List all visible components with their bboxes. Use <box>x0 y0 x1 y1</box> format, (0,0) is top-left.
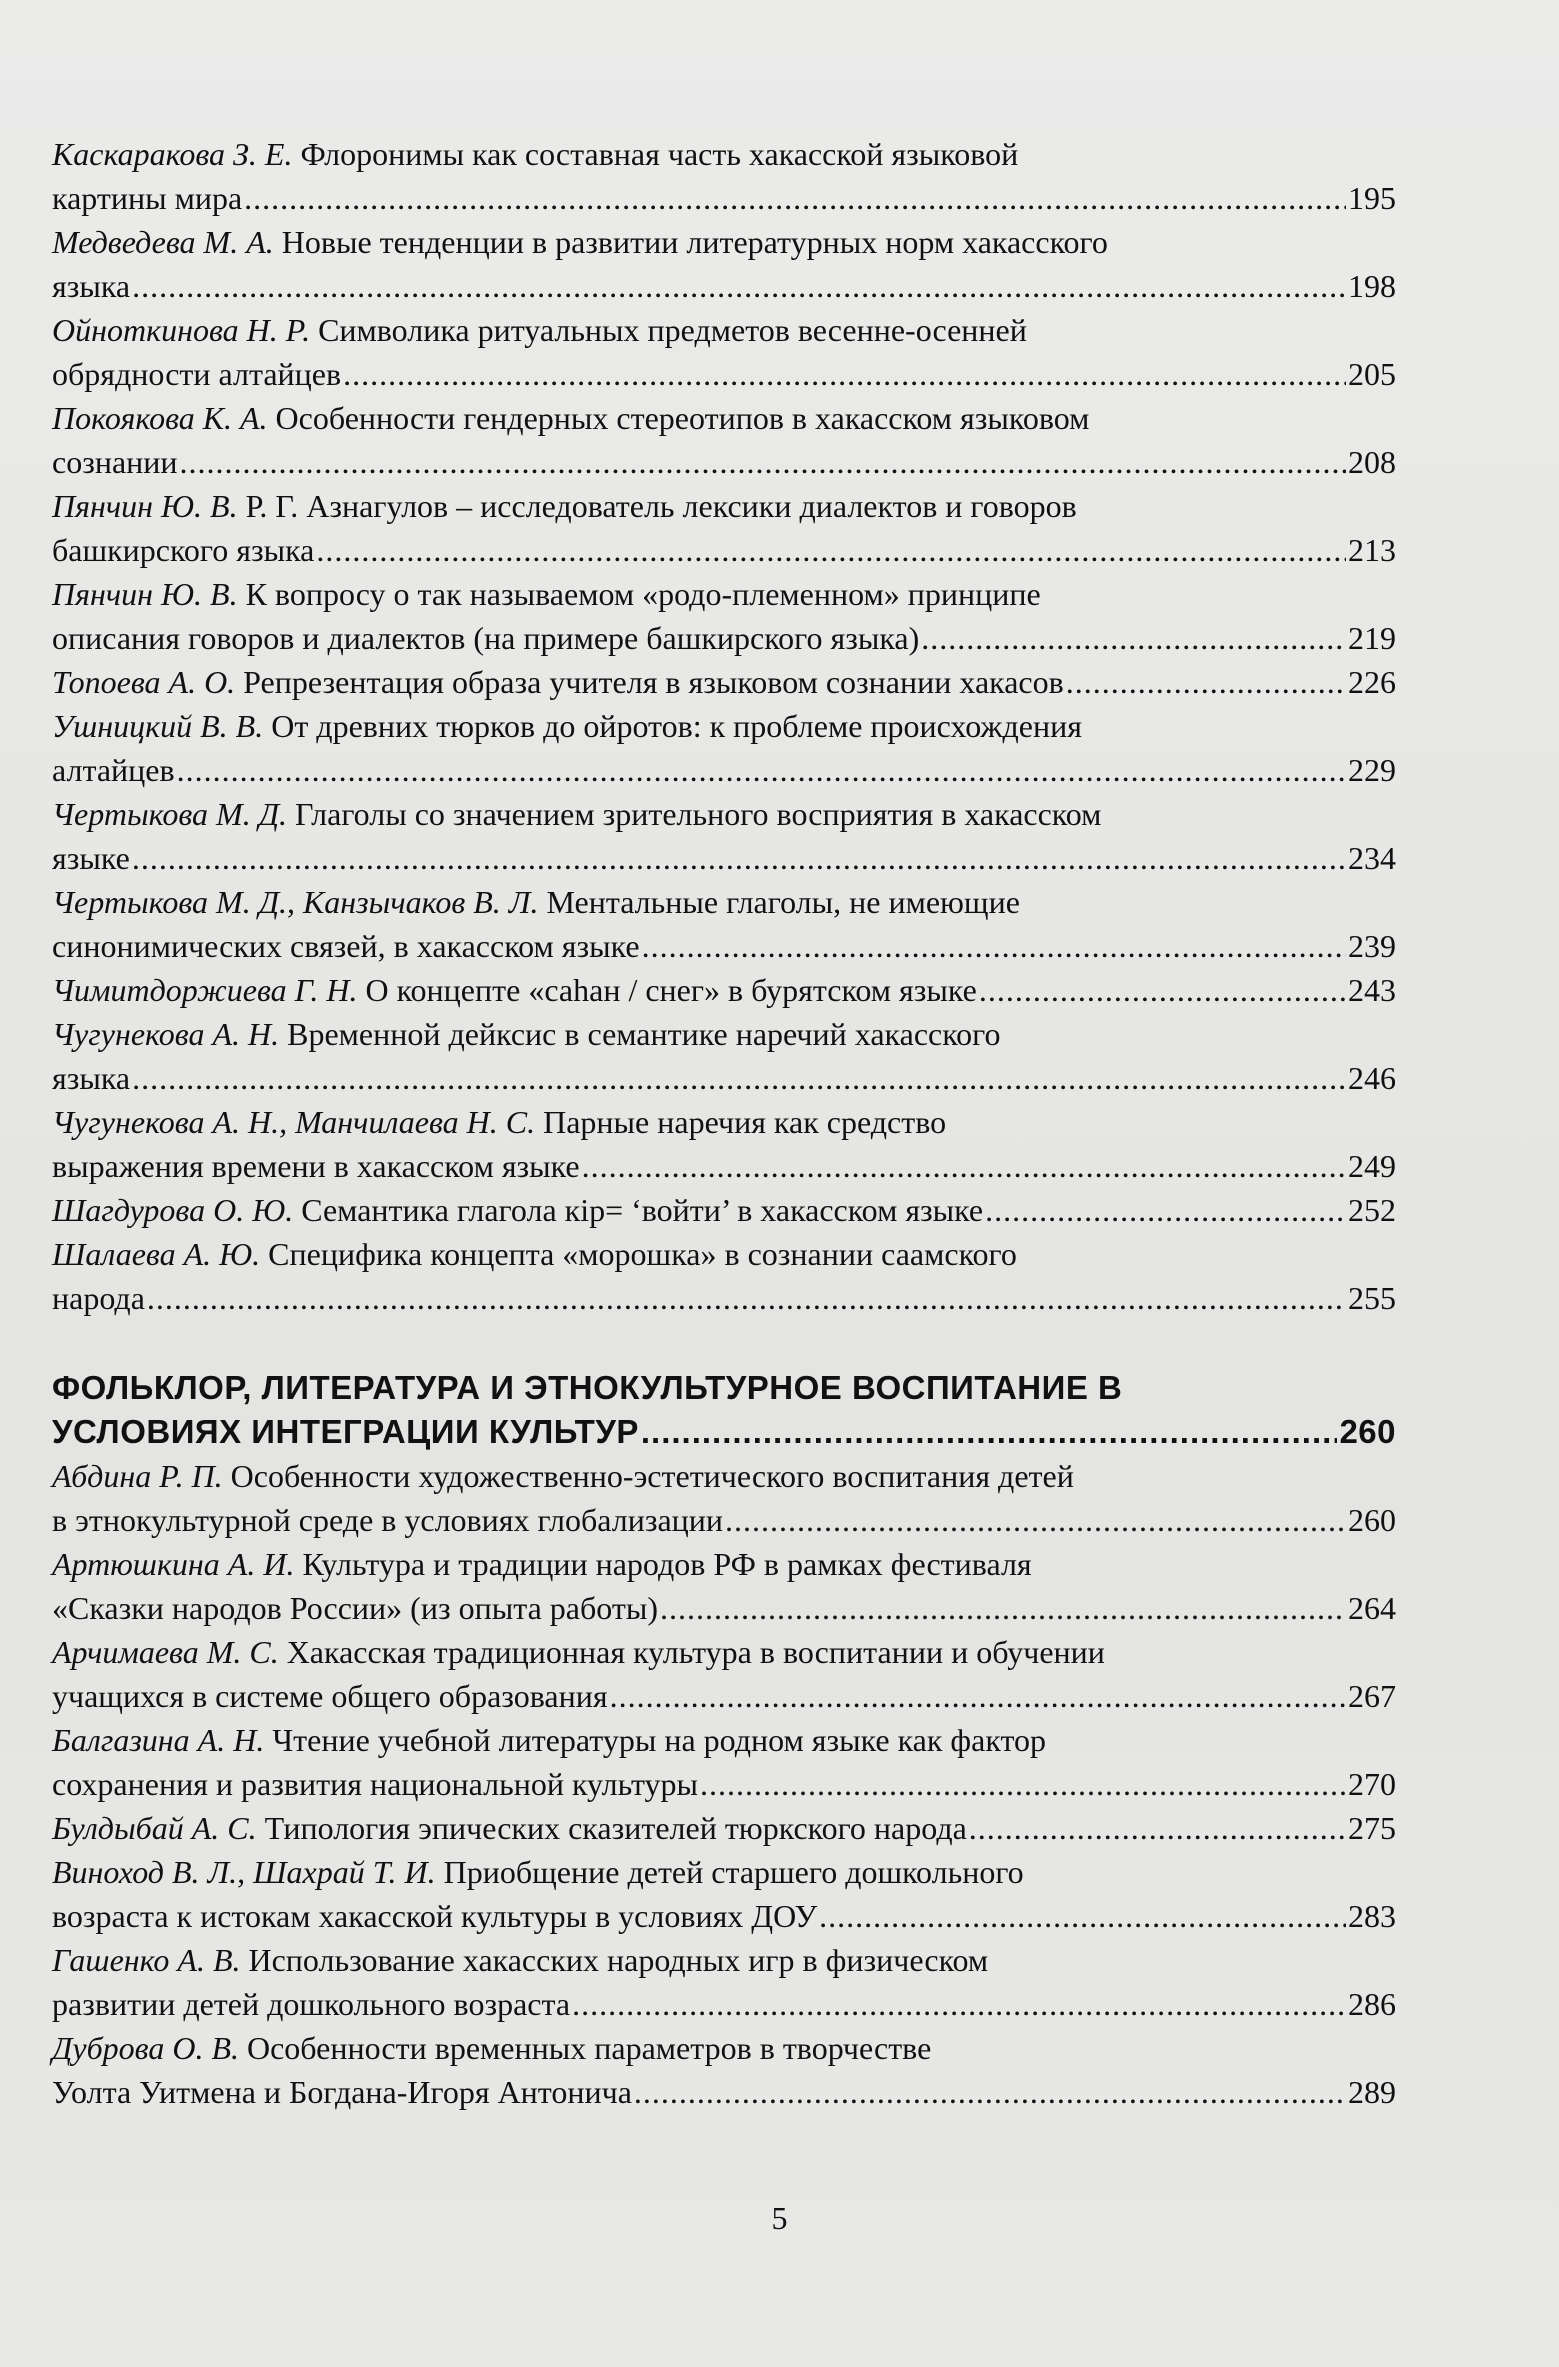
entry-title-line1: Особенности гендерных стереотипов в хакасском языковом <box>275 400 1090 436</box>
entry-author: Гашенко А. В. <box>52 1942 241 1978</box>
toc-entry <box>52 220 1396 308</box>
entry-title-line2: выражения времени в хакасском языке <box>52 1148 580 1184</box>
entry-page: 249 <box>1348 1148 1396 1184</box>
toc-entry <box>52 132 1396 220</box>
entry-title-line2: языка <box>52 268 131 304</box>
leader-dots <box>660 1586 1346 1630</box>
leader-dots <box>147 1276 1346 1320</box>
entry-title-line2: возраста к истокам хакасской культуры в условиях ДОУ <box>52 1898 818 1934</box>
entry-page: 270 <box>1348 1766 1396 1802</box>
section-heading-line1: ФОЛЬКЛОР, ЛИТЕРАТУРА И ЭТНОКУЛЬТУРНОЕ ВОСПИТАНИЕ В <box>52 1369 1123 1406</box>
entry-title-line1: Особенности художественно-эстетического воспитания детей <box>230 1458 1074 1494</box>
entry-title-line1: Временной дейксис в семантике наречий хакасского <box>287 1016 1001 1052</box>
entry-page: 275 <box>1348 1810 1396 1846</box>
entry-page: 213 <box>1348 532 1396 568</box>
entry-title-line1: Флоронимы как составная часть хакасской языковой <box>300 136 1019 172</box>
entry-title-line2: картины мира <box>52 180 243 216</box>
entry-title-line2: описания говоров и диалектов (на примере башкирского языка) <box>52 620 920 656</box>
leader-dots <box>985 1188 1346 1232</box>
entry-page: 195 <box>1348 180 1396 216</box>
entry-title-line1: Символика ритуальных предметов весенне-осенней <box>318 312 1027 348</box>
entry-title: Репрезентация образа учителя в языковом сознании хакасов <box>243 664 1064 700</box>
entry-page: 252 <box>1348 1192 1396 1228</box>
leader-dots <box>921 616 1346 660</box>
leader-dots <box>725 1498 1346 1542</box>
entry-title-line1: К вопросу о так называемом «родо-племенном» принципе <box>245 576 1041 612</box>
entry-author: Балгазина А. Н. <box>52 1722 265 1758</box>
leader-dots <box>641 1410 1338 1454</box>
toc-entry <box>52 1718 1396 1806</box>
entry-title-line2: языка <box>52 1060 131 1096</box>
entry-page: 198 <box>1348 268 1396 304</box>
toc-entry <box>52 880 1396 968</box>
toc-entry <box>52 2026 1396 2114</box>
entry-author: Пянчин Ю. В. <box>52 488 238 524</box>
entry-title-line1: Использование хакасских народных игр в физическом <box>248 1942 989 1978</box>
entry-title-line2: синонимических связей, в хакасском языке <box>52 928 640 964</box>
entry-title-line1: Ментальные глаголы, не имеющие <box>546 884 1020 920</box>
entry-author: Арчимаева М. С. <box>52 1634 279 1670</box>
entry-page: 226 <box>1348 664 1396 700</box>
entry-page: 229 <box>1348 752 1396 788</box>
entry-title-line2: в этнокультурной среде в условиях глобализации <box>52 1502 724 1538</box>
entry-page: 246 <box>1348 1060 1396 1096</box>
entry-title-line1: Новые тенденции в развитии литературных норм хакасского <box>281 224 1108 260</box>
entry-author: Виноход В. Л., Шахрай Т. И. <box>52 1854 436 1890</box>
toc-entry <box>52 484 1396 572</box>
entry-title: О концепте «саhан / снег» в бурятском языке <box>365 972 977 1008</box>
section-page: 260 <box>1339 1413 1396 1450</box>
section-heading-line2: УСЛОВИЯХ ИНТЕГРАЦИИ КУЛЬТУР <box>52 1413 639 1450</box>
entry-title-line2: сохранения и развития национальной культуры <box>52 1766 699 1802</box>
entry-author: Дуброва О. В. <box>52 2030 239 2066</box>
entry-author: Ушницкий В. В. <box>52 708 264 744</box>
toc-entry <box>52 1012 1396 1100</box>
entry-page: 286 <box>1348 1986 1396 2022</box>
leader-dots <box>244 176 1346 220</box>
leader-dots <box>180 440 1346 484</box>
entry-title-line2: языке <box>52 840 130 876</box>
entry-title: Семантика глагола кiр= ‘войти’ в хакасском языке <box>301 1192 984 1228</box>
entry-author: Чугунекова А. Н. <box>52 1016 280 1052</box>
leader-dots <box>610 1674 1346 1718</box>
leader-dots <box>642 924 1346 968</box>
toc-entry <box>52 396 1396 484</box>
entry-title-line1: Парные наречия как средство <box>543 1104 947 1140</box>
entry-page: 255 <box>1348 1280 1396 1316</box>
toc-group <box>52 1454 1396 1806</box>
toc-entry <box>52 1232 1396 1320</box>
entry-author: Каскаракова З. Е. <box>52 136 293 172</box>
entry-page: 289 <box>1348 2074 1396 2110</box>
leader-dots <box>700 1762 1346 1806</box>
entry-page: 239 <box>1348 928 1396 964</box>
leader-dots <box>634 2070 1346 2114</box>
entry-author: Ойноткинова Н. Р. <box>52 312 311 348</box>
entry-author: Чугунекова А. Н., Манчилаева Н. С. <box>52 1104 536 1140</box>
toc-group <box>52 1232 1396 1320</box>
entry-page: 208 <box>1348 444 1396 480</box>
leader-dots <box>969 1806 1346 1850</box>
entry-author: Медведева М. А. <box>52 224 274 260</box>
entry-title-line1: Чтение учебной литературы на родном языке как фактор <box>272 1722 1047 1758</box>
entry-title-line1: Р. Г. Азнагулов – исследователь лексики диалектов и говоров <box>245 488 1077 524</box>
entry-title: Типология эпических сказителей тюркского народа <box>264 1810 967 1846</box>
section-heading <box>52 1366 1396 1454</box>
toc-entry <box>52 1938 1396 2026</box>
entry-page: 219 <box>1348 620 1396 656</box>
leader-dots <box>132 264 1346 308</box>
entry-title-line2: учащихся в системе общего образования <box>52 1678 608 1714</box>
entry-author: Чертыкова М. Д. <box>52 796 288 832</box>
toc-entry <box>52 968 1396 1012</box>
entry-title-line2: сознании <box>52 444 178 480</box>
toc-entry <box>52 704 1396 792</box>
toc-entry <box>52 1850 1396 1938</box>
leader-dots <box>1066 660 1346 704</box>
toc-group <box>52 1850 1396 2114</box>
toc-entry <box>52 1542 1396 1630</box>
entry-title-line1: Приобщение детей старшего дошкольного <box>443 1854 1024 1890</box>
entry-author: Чертыкова М. Д., Канзычаков В. Л. <box>52 884 539 920</box>
entry-page: 283 <box>1348 1898 1396 1934</box>
entry-author: Артюшкина А. И. <box>52 1546 295 1582</box>
entry-page: 264 <box>1348 1590 1396 1626</box>
leader-dots <box>132 1056 1346 1100</box>
entry-page: 267 <box>1348 1678 1396 1714</box>
leader-dots <box>582 1144 1346 1188</box>
toc-group <box>52 1012 1396 1188</box>
entry-title-line1: Специфика концепта «морошка» в сознании саамского <box>268 1236 1017 1272</box>
toc-group <box>52 704 1396 968</box>
entry-author: Топоева А. О. <box>52 664 236 700</box>
entry-page: 205 <box>1348 356 1396 392</box>
toc-group <box>52 132 1396 660</box>
entry-title-line2: Уолта Уитмена и Богдана-Игоря Антонича <box>52 2074 632 2110</box>
entry-author: Шагдурова О. Ю. <box>52 1192 294 1228</box>
entry-author: Булдыбай А. С. <box>52 1810 257 1846</box>
page-number: 5 <box>771 2200 788 2236</box>
entry-title-line1: Особенности временных параметров в творчестве <box>246 2030 932 2066</box>
entry-title-line2: алтайцев <box>52 752 175 788</box>
leader-dots <box>979 968 1346 1012</box>
toc-entry <box>52 792 1396 880</box>
table-of-contents <box>52 132 1396 2114</box>
toc-entry <box>52 572 1396 660</box>
toc-entry <box>52 1100 1396 1188</box>
toc-entry <box>52 1630 1396 1718</box>
entry-author: Чимитдоржиева Г. Н. <box>52 972 358 1008</box>
entry-title-line1: От древних тюрков до ойротов: к проблеме происхождения <box>271 708 1082 744</box>
leader-dots <box>572 1982 1346 2026</box>
toc-entry <box>52 1806 1396 1850</box>
entry-title-line1: Культура и традиции народов РФ в рамках фестиваля <box>302 1546 1032 1582</box>
leader-dots <box>316 528 1346 572</box>
leader-dots <box>177 748 1346 792</box>
entry-title-line2: башкирского языка <box>52 532 315 568</box>
leader-dots <box>132 836 1346 880</box>
entry-title-line2: народа <box>52 1280 145 1316</box>
entry-title-line2: обрядности алтайцев <box>52 356 342 392</box>
toc-entry <box>52 1454 1396 1542</box>
entry-author: Абдина Р. П. <box>52 1458 223 1494</box>
leader-dots <box>343 352 1346 396</box>
leader-dots <box>819 1894 1346 1938</box>
entry-author: Покоякова К. А. <box>52 400 268 436</box>
entry-author: Шалаева А. Ю. <box>52 1236 261 1272</box>
toc-entry <box>52 308 1396 396</box>
entry-title-line2: «Сказки народов России» (из опыта работы) <box>52 1590 658 1626</box>
entry-author: Пянчин Ю. В. <box>52 576 238 612</box>
toc-entry <box>52 660 1396 704</box>
toc-entry <box>52 1188 1396 1232</box>
entry-title-line1: Глаголы со значением зрительного восприятия в хакасском <box>295 796 1102 832</box>
entry-page: 260 <box>1348 1502 1396 1538</box>
entry-page: 234 <box>1348 840 1396 876</box>
entry-title-line1: Хакасская традиционная культура в воспитании и обучении <box>286 1634 1105 1670</box>
entry-title-line2: развитии детей дошкольного возраста <box>52 1986 571 2022</box>
entry-page: 243 <box>1348 972 1396 1008</box>
